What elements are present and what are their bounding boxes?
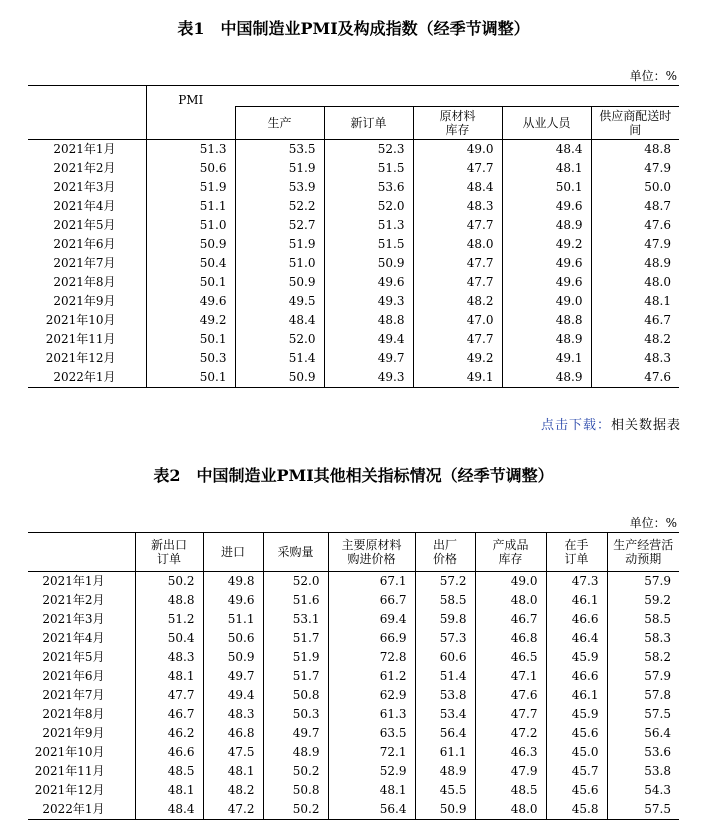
table-row xyxy=(28,330,679,349)
table-cell: 49.7 xyxy=(263,724,328,743)
table-cell: 53.1 xyxy=(263,610,328,629)
table-cell: 50.3 xyxy=(146,349,235,368)
row-label: 2021年2月 xyxy=(42,593,105,607)
table-cell: 45.0 xyxy=(546,743,607,762)
table-cell: 58.5 xyxy=(607,610,679,629)
row-label: 2021年7月 xyxy=(42,688,105,702)
table-cell: 48.9 xyxy=(263,743,328,762)
table-cell: 53.6 xyxy=(324,178,413,197)
table-cell: 46.1 xyxy=(546,591,607,610)
table-cell: 47.7 xyxy=(413,330,502,349)
table-cell: 49.0 xyxy=(413,139,502,159)
table-cell: 48.1 xyxy=(203,762,263,781)
row-label: 2021年4月 xyxy=(42,631,105,645)
table-cell: 50.8 xyxy=(263,781,328,800)
table-cell: 45.7 xyxy=(546,762,607,781)
table1-header-spacer xyxy=(235,86,679,107)
table-row xyxy=(28,781,679,800)
table-cell: 51.9 xyxy=(263,648,328,667)
table-cell: 48.9 xyxy=(502,216,591,235)
table-row xyxy=(28,273,679,292)
table-cell: 47.3 xyxy=(546,572,607,592)
table-cell: 47.7 xyxy=(475,705,546,724)
table-cell: 50.1 xyxy=(146,330,235,349)
row-label: 2021年6月 xyxy=(53,236,116,251)
table-cell: 49.7 xyxy=(324,349,413,368)
table-cell: 48.5 xyxy=(475,781,546,800)
table-cell: 50.2 xyxy=(135,572,203,592)
table-row xyxy=(28,139,679,159)
table-cell: 52.2 xyxy=(235,197,324,216)
table-cell: 57.9 xyxy=(607,667,679,686)
table-cell: 47.7 xyxy=(413,273,502,292)
table-cell: 51.9 xyxy=(146,178,235,197)
table-cell: 49.1 xyxy=(502,349,591,368)
table-row xyxy=(28,610,679,629)
table1-unit: 单位：% xyxy=(629,69,677,83)
table-cell: 48.8 xyxy=(502,311,591,330)
table-row xyxy=(28,724,679,743)
table2-unit: 单位：% xyxy=(629,516,677,530)
table-cell: 46.2 xyxy=(135,724,203,743)
table-cell: 48.1 xyxy=(135,781,203,800)
table-cell: 66.7 xyxy=(328,591,415,610)
table-cell: 48.8 xyxy=(591,139,679,159)
row-label: 2021年3月 xyxy=(53,179,116,194)
table-cell: 49.4 xyxy=(203,686,263,705)
table-cell: 72.8 xyxy=(328,648,415,667)
row-label: 2021年8月 xyxy=(53,274,116,289)
table-cell: 50.4 xyxy=(135,629,203,648)
table-cell: 47.2 xyxy=(203,800,263,820)
table-cell: 50.8 xyxy=(263,686,328,705)
table-cell: 52.3 xyxy=(324,139,413,159)
table-cell: 50.3 xyxy=(263,705,328,724)
table-row xyxy=(28,197,679,216)
table-cell: 50.1 xyxy=(146,273,235,292)
table-cell: 54.3 xyxy=(607,781,679,800)
table2-header-purchase: 采购量 xyxy=(263,533,328,572)
table-cell: 51.0 xyxy=(235,254,324,273)
table-cell: 50.4 xyxy=(146,254,235,273)
table-cell: 46.4 xyxy=(546,629,607,648)
table-cell: 46.3 xyxy=(475,743,546,762)
table-row xyxy=(28,686,679,705)
table-cell: 50.2 xyxy=(263,800,328,820)
table-cell: 57.9 xyxy=(607,572,679,592)
table-cell: 51.7 xyxy=(263,629,328,648)
table-cell: 50.1 xyxy=(146,368,235,388)
table-cell: 49.1 xyxy=(413,368,502,388)
table1 xyxy=(28,85,679,388)
table-cell: 45.8 xyxy=(546,800,607,820)
table-row xyxy=(28,368,679,388)
table1-title: 表1 中国制造业PMI及构成指数（经季节调整） xyxy=(177,19,530,38)
table-cell: 48.4 xyxy=(413,178,502,197)
table-cell: 48.4 xyxy=(135,800,203,820)
table-cell: 51.9 xyxy=(235,235,324,254)
table-cell: 48.8 xyxy=(324,311,413,330)
table-cell: 48.1 xyxy=(328,781,415,800)
table-cell: 56.4 xyxy=(415,724,475,743)
table-cell: 50.9 xyxy=(415,800,475,820)
table-cell: 67.1 xyxy=(328,572,415,592)
table1-corner xyxy=(28,86,146,139)
row-label: 2021年1月 xyxy=(42,574,105,588)
table-cell: 48.7 xyxy=(591,197,679,216)
table-row xyxy=(28,216,679,235)
table-cell: 48.1 xyxy=(502,159,591,178)
table-row xyxy=(28,235,679,254)
table-cell: 47.7 xyxy=(135,686,203,705)
table-row xyxy=(28,743,679,762)
row-label: 2021年10月 xyxy=(34,745,105,759)
table-cell: 57.8 xyxy=(607,686,679,705)
table-cell: 47.7 xyxy=(413,159,502,178)
download-text[interactable]: 相关数据表 xyxy=(610,418,681,433)
table-cell: 48.2 xyxy=(203,781,263,800)
table-cell: 47.6 xyxy=(591,368,679,388)
table-row xyxy=(28,800,679,820)
table-cell: 50.9 xyxy=(203,648,263,667)
table-cell: 46.7 xyxy=(591,311,679,330)
row-label: 2021年3月 xyxy=(42,612,105,626)
table-cell: 51.4 xyxy=(235,349,324,368)
row-label: 2021年7月 xyxy=(53,255,116,270)
table-cell: 48.9 xyxy=(502,368,591,388)
row-label: 2021年12月 xyxy=(45,350,116,365)
table-cell: 52.9 xyxy=(328,762,415,781)
table-row xyxy=(28,349,679,368)
table-cell: 49.6 xyxy=(502,197,591,216)
table1-header-employment: 从业人员 xyxy=(502,107,591,139)
table-cell: 60.6 xyxy=(415,648,475,667)
table-cell: 46.7 xyxy=(135,705,203,724)
table-cell: 61.3 xyxy=(328,705,415,724)
table-cell: 49.2 xyxy=(146,311,235,330)
table-cell: 46.6 xyxy=(546,667,607,686)
table-cell: 49.0 xyxy=(502,292,591,311)
table-cell: 50.9 xyxy=(235,368,324,388)
table2 xyxy=(28,532,679,820)
table-cell: 45.5 xyxy=(415,781,475,800)
table-cell: 48.4 xyxy=(235,311,324,330)
table-cell: 47.2 xyxy=(475,724,546,743)
table-cell: 48.5 xyxy=(135,762,203,781)
table-row xyxy=(28,311,679,330)
table2-header-input-price: 主要原材料 购进价格 xyxy=(328,533,415,572)
row-label: 2021年4月 xyxy=(53,198,116,213)
table-cell: 45.6 xyxy=(546,724,607,743)
table-cell: 53.9 xyxy=(235,178,324,197)
download-link[interactable]: 点击下载： xyxy=(540,418,611,433)
table-cell: 69.4 xyxy=(328,610,415,629)
table1-header-new-orders: 新订单 xyxy=(324,107,413,139)
table-cell: 49.6 xyxy=(502,254,591,273)
table-cell: 47.9 xyxy=(591,159,679,178)
row-label: 2021年8月 xyxy=(42,707,105,721)
table-cell: 49.4 xyxy=(324,330,413,349)
table-cell: 51.9 xyxy=(235,159,324,178)
table-row xyxy=(28,572,679,592)
table-cell: 48.1 xyxy=(135,667,203,686)
table-cell: 46.1 xyxy=(546,686,607,705)
table-cell: 48.0 xyxy=(475,800,546,820)
table-cell: 58.5 xyxy=(415,591,475,610)
row-label: 2021年2月 xyxy=(53,160,116,175)
table-row xyxy=(28,159,679,178)
table-cell: 50.9 xyxy=(235,273,324,292)
table-cell: 49.0 xyxy=(475,572,546,592)
table1-header-pmi-lower xyxy=(146,107,235,139)
table-cell: 47.6 xyxy=(475,686,546,705)
table-cell: 50.2 xyxy=(263,762,328,781)
table-cell: 49.3 xyxy=(324,292,413,311)
table1-header-production: 生产 xyxy=(235,107,324,139)
table-cell: 53.4 xyxy=(415,705,475,724)
table-cell: 48.4 xyxy=(502,139,591,159)
table-cell: 47.1 xyxy=(475,667,546,686)
table-row xyxy=(28,629,679,648)
table-cell: 49.6 xyxy=(324,273,413,292)
row-label: 2021年1月 xyxy=(53,141,116,156)
table-row xyxy=(28,648,679,667)
table-cell: 48.9 xyxy=(591,254,679,273)
table-cell: 48.3 xyxy=(413,197,502,216)
table-cell: 48.9 xyxy=(415,762,475,781)
table2-title: 表2 中国制造业PMI其他相关指标情况（经季节调整） xyxy=(153,466,554,485)
table-cell: 53.5 xyxy=(235,139,324,159)
table2-header-backlog: 在手 订单 xyxy=(546,533,607,572)
table-cell: 48.3 xyxy=(591,349,679,368)
table-cell: 48.3 xyxy=(135,648,203,667)
table-cell: 52.0 xyxy=(324,197,413,216)
table-cell: 58.3 xyxy=(607,629,679,648)
table-row xyxy=(28,292,679,311)
table-cell: 46.8 xyxy=(203,724,263,743)
table-row xyxy=(28,254,679,273)
download-line[interactable] xyxy=(541,414,681,433)
table-cell: 47.6 xyxy=(591,216,679,235)
table1-header-delivery-time: 供应商配送时 间 xyxy=(591,107,679,139)
table-cell: 45.6 xyxy=(546,781,607,800)
table-cell: 48.2 xyxy=(413,292,502,311)
table-cell: 46.6 xyxy=(546,610,607,629)
table-cell: 47.9 xyxy=(591,235,679,254)
table-cell: 47.5 xyxy=(203,743,263,762)
table-cell: 48.0 xyxy=(591,273,679,292)
table-cell: 49.5 xyxy=(235,292,324,311)
table-cell: 51.7 xyxy=(263,667,328,686)
table-row xyxy=(28,591,679,610)
table-cell: 50.9 xyxy=(146,235,235,254)
table-cell: 52.7 xyxy=(235,216,324,235)
table-cell: 59.2 xyxy=(607,591,679,610)
table-cell: 45.9 xyxy=(546,705,607,724)
table-row xyxy=(28,762,679,781)
table-cell: 52.0 xyxy=(263,572,328,592)
table-cell: 56.4 xyxy=(607,724,679,743)
table2-header-expectation: 生产经营活 动预期 xyxy=(607,533,679,572)
table-cell: 48.2 xyxy=(591,330,679,349)
table-cell: 49.6 xyxy=(203,591,263,610)
table-cell: 62.9 xyxy=(328,686,415,705)
table-cell: 49.2 xyxy=(502,235,591,254)
table-cell: 61.2 xyxy=(328,667,415,686)
table-cell: 49.6 xyxy=(502,273,591,292)
table-cell: 53.8 xyxy=(415,686,475,705)
table-cell: 51.2 xyxy=(135,610,203,629)
table-cell: 50.9 xyxy=(324,254,413,273)
row-label: 2021年9月 xyxy=(42,726,105,740)
table-cell: 49.3 xyxy=(324,368,413,388)
table2-header-finished-inventory: 产成品 库存 xyxy=(475,533,546,572)
table-row xyxy=(28,705,679,724)
row-label: 2021年5月 xyxy=(53,217,116,232)
table-cell: 61.1 xyxy=(415,743,475,762)
table-cell: 51.4 xyxy=(415,667,475,686)
table2-header-output-price: 出厂 价格 xyxy=(415,533,475,572)
table1-header-pmi: PMI xyxy=(146,86,235,107)
table-cell: 72.1 xyxy=(328,743,415,762)
table-cell: 47.7 xyxy=(413,254,502,273)
row-label: 2021年11月 xyxy=(34,764,105,778)
table-cell: 49.6 xyxy=(146,292,235,311)
table-cell: 48.3 xyxy=(203,705,263,724)
row-label: 2022年1月 xyxy=(28,800,135,820)
table-row xyxy=(28,178,679,197)
row-label: 2021年5月 xyxy=(42,650,105,664)
table-cell: 48.8 xyxy=(135,591,203,610)
table-cell: 51.1 xyxy=(146,197,235,216)
table-cell: 50.1 xyxy=(502,178,591,197)
table2-corner xyxy=(28,533,135,572)
table-cell: 47.7 xyxy=(413,216,502,235)
table-cell: 47.0 xyxy=(413,311,502,330)
table-cell: 57.5 xyxy=(607,705,679,724)
table-cell: 51.6 xyxy=(263,591,328,610)
table-cell: 47.9 xyxy=(475,762,546,781)
table-cell: 46.6 xyxy=(135,743,203,762)
table-cell: 50.6 xyxy=(203,629,263,648)
table-cell: 51.3 xyxy=(324,216,413,235)
table-cell: 46.7 xyxy=(475,610,546,629)
table-cell: 49.7 xyxy=(203,667,263,686)
table-cell: 49.8 xyxy=(203,572,263,592)
table-cell: 57.2 xyxy=(415,572,475,592)
table-cell: 51.0 xyxy=(146,216,235,235)
row-label: 2021年10月 xyxy=(45,312,116,327)
table-cell: 50.0 xyxy=(591,178,679,197)
table-cell: 45.9 xyxy=(546,648,607,667)
table-cell: 53.6 xyxy=(607,743,679,762)
table-cell: 57.5 xyxy=(607,800,679,820)
table-cell: 48.0 xyxy=(475,591,546,610)
table-cell: 50.6 xyxy=(146,159,235,178)
row-label: 2021年9月 xyxy=(53,293,116,308)
table1-header-raw-inventory: 原材料 库存 xyxy=(413,107,502,139)
row-label: 2021年12月 xyxy=(34,783,105,797)
table-cell: 51.5 xyxy=(324,159,413,178)
table-cell: 57.3 xyxy=(415,629,475,648)
table-cell: 51.5 xyxy=(324,235,413,254)
table-cell: 51.3 xyxy=(146,139,235,159)
table-cell: 56.4 xyxy=(328,800,415,820)
table-cell: 63.5 xyxy=(328,724,415,743)
table-cell: 66.9 xyxy=(328,629,415,648)
table2-header-import: 进口 xyxy=(203,533,263,572)
table-cell: 49.2 xyxy=(413,349,502,368)
row-label: 2021年11月 xyxy=(45,331,116,346)
table-cell: 48.9 xyxy=(502,330,591,349)
row-label: 2021年6月 xyxy=(42,669,105,683)
table-cell: 58.2 xyxy=(607,648,679,667)
row-label: 2022年1月 xyxy=(28,368,146,388)
table-row xyxy=(28,667,679,686)
table-cell: 59.8 xyxy=(415,610,475,629)
table-cell: 48.1 xyxy=(591,292,679,311)
table-cell: 51.1 xyxy=(203,610,263,629)
table-cell: 48.0 xyxy=(413,235,502,254)
table-cell: 46.8 xyxy=(475,629,546,648)
table2-header-new-export: 新出口 订单 xyxy=(135,533,203,572)
table-cell: 52.0 xyxy=(235,330,324,349)
table-cell: 53.8 xyxy=(607,762,679,781)
table-cell: 46.5 xyxy=(475,648,546,667)
